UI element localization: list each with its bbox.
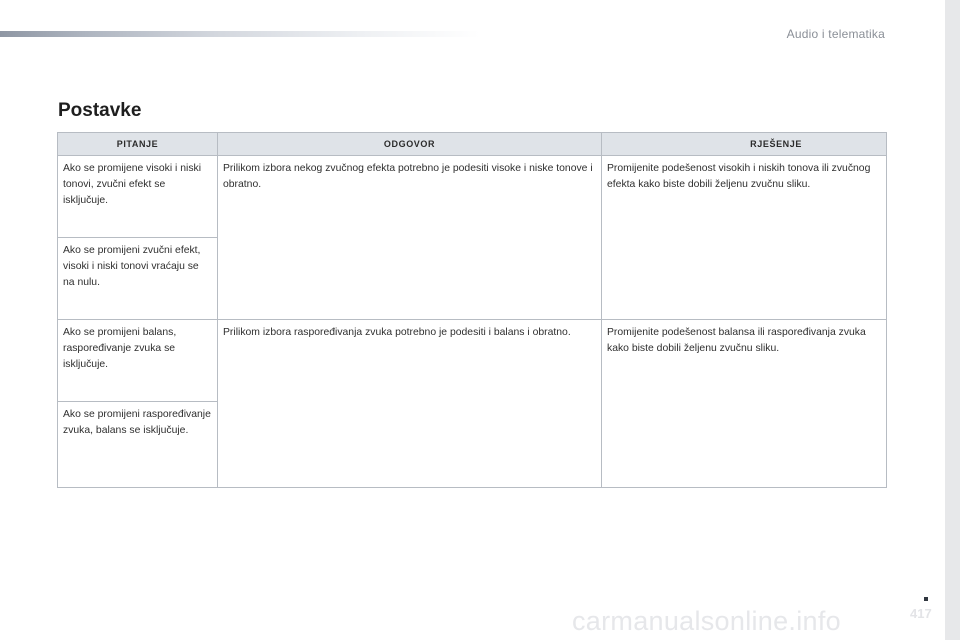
page-edge-strip: [945, 0, 960, 640]
solution-cell: Promijenite podešenost balansa ili raspoređivanja zvuka kako biste dobili željenu zvučnu sliku.: [602, 320, 887, 488]
column-header-answer: ODGOVOR: [218, 133, 602, 156]
table-row: [58, 156, 887, 238]
column-header-question: PITANJE: [58, 133, 218, 156]
watermark: carmanualsonline.info: [572, 606, 841, 636]
header-gradient-bar: [0, 31, 480, 37]
page-marker-icon: [924, 597, 928, 601]
question-cell: Ako se promijeni raspoređivanje zvuka, balans se isključuje.: [58, 402, 218, 488]
question-cell: Ako se promijeni balans, raspoređivanje zvuka se isključuje.: [58, 320, 218, 402]
answer-cell: Prilikom izbora raspoređivanja zvuka potrebno je podesiti i balans i obratno.: [218, 320, 602, 488]
answer-cell: Prilikom izbora nekog zvučnog efekta potrebno je podesiti visoke i niske tonove i obratno.: [218, 156, 602, 320]
page-number: 417: [910, 606, 932, 621]
section-label: Audio i telematika: [786, 27, 885, 41]
page-title: Postavke: [58, 100, 142, 121]
table-header-row: [58, 133, 887, 156]
troubleshooting-table: [57, 132, 887, 488]
column-header-solution: RJEŠENJE: [602, 133, 887, 156]
solution-cell: Promijenite podešenost visokih i niskih tonova ili zvučnog efekta kako biste dobili željenu zvučnu sliku.: [602, 156, 887, 320]
table-row: [58, 320, 887, 402]
question-cell: Ako se promijeni zvučni efekt, visoki i niski tonovi vraćaju se na nulu.: [58, 238, 218, 320]
question-cell: Ako se promijene visoki i niski tonovi, zvučni efekt se isključuje.: [58, 156, 218, 238]
